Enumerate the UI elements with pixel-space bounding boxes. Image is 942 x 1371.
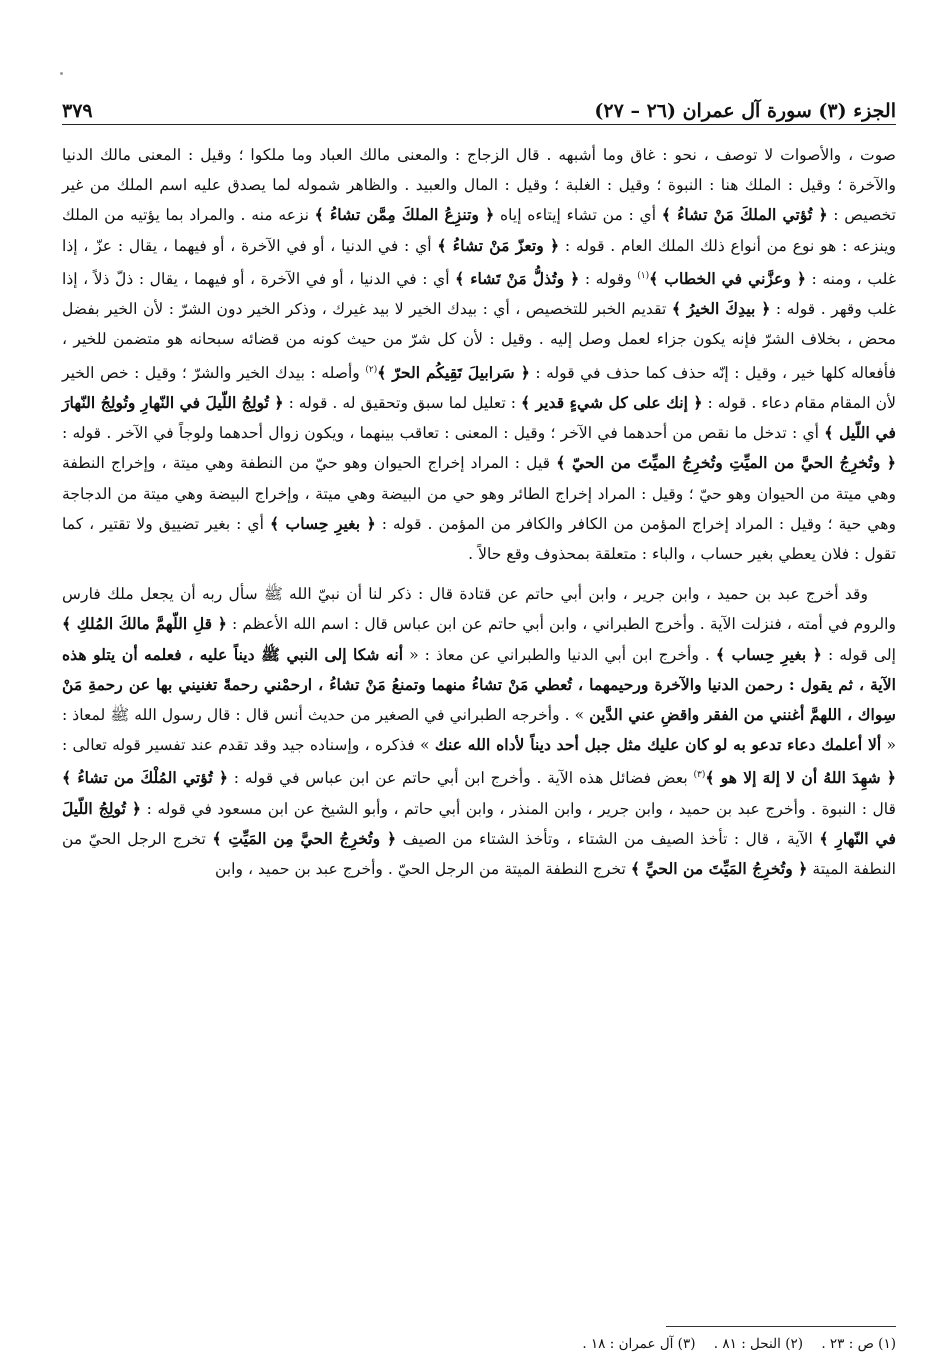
narrations-paragraph: [62, 579, 896, 884]
header-rule: [62, 124, 896, 125]
footnote-2: (٢) النحل : ٨١ .: [713, 1336, 804, 1352]
quranic-quote: ﴿ وتنزِعُ الملكَ مِمَّن تشاءُ ﴾: [314, 205, 495, 225]
text-run: قيل : المراد إخراج الحيوان وهو حيّ من النطفة وهي ميتة ، وإخراج النطفة وهي ميتة من الحيوان وهو حيّ ؛ وقيل : المراد إخراج الطائر وهو حي من البيضة وهي ميتة ، وإخراج البيضة وهي ميتة من الدجاجة وهي حية ؛ وقيل : المراد إخراج المؤمن من الكافر والكافر من المؤمن . قوله :: [62, 454, 896, 533]
text-run: » فذكره ، وإسناده جيد وقد تقدم عند تفسير قوله تعالى :: [62, 736, 435, 755]
quranic-quote: ﴿ تُولِجُ اللّيلَ في النّهارِ وتُولِجُ النّهارَ في اللّيل ﴾: [62, 393, 896, 443]
text-run: تخرج النطفة الميتة من الرجل الحيّ . وأخرج عبد بن حميد ، وابن: [214, 860, 631, 879]
page-body: [62, 140, 896, 894]
text-run: إلى قوله :: [821, 645, 897, 664]
quranic-quote: ﴿ تُؤتي الملكَ مَنْ تشاءُ ﴾: [661, 205, 828, 225]
text-run: أي : في الدنيا ، أو في الآخرة ، أو فيهما ، يقال : عزّ ، إذا غلب ، ومنه :: [62, 236, 896, 288]
quranic-quote: ﴿ وتُخرِجُ الحيَّ مِن المَيِّتِ ﴾: [212, 829, 397, 849]
page-number: ٣٧٩: [62, 100, 93, 122]
quranic-quote: ﴿ وتُذلُّ مَنْ تَشاء ﴾: [455, 269, 580, 288]
footnote-ref: (٢): [365, 364, 378, 375]
text-run: أي : بغير تضييق ولا تقتير ، كما تقول : فلان يعطي بغير حساب ، والباء : متعلقة بمحذوف وقع حالاً .: [62, 514, 896, 564]
text-run: تقديم الخبر للتخصيص ، أي : بيدك الخير لا بيد غيرك ، وذكر الخير دون الشرّ : لأن الخير بفضل محض ، بخلاف الشرّ فإنه يكون جزاء لعمل وصل إليه . وقيل : لأن كل شرّ من حيث كونه من قضائه سبحانه هو متضمن للخير ، فأفعاله كلها خير ، وقيل : إنّه حذف كما حذف في قوله :: [62, 300, 896, 382]
footnotes: [62, 1334, 896, 1354]
text-run: » . وأخرجه الطبراني في الصغير من حديث أنس قال : قال رسول الله ﷺ لمعاذ : «: [62, 706, 897, 755]
quranic-quote: ﴿ بيدِكَ الخيرُ ﴾: [671, 299, 771, 319]
text-run: وقد أخرج عبد بن حميد ، وابن جرير ، وابن أبي حاتم عن قتادة قال : ذكر لنا أن نبيّ الله ﷺ سأل ربه أن يجعل ملك فارس والروم في أمته ، فنزلت الآية . وأخرج الطبراني ، وابن أبي حاتم عن ابن عباس قال : اسم الله الأعظم :: [62, 585, 896, 634]
text-run: أي : من تشاء إيتاءه إياه: [494, 206, 662, 225]
quranic-quote: ﴿ شهِدَ اللهُ أن لا إلهَ إلا هو ﴾: [705, 768, 896, 788]
footnote-3: (٣) آل عمران : ١٨ .: [582, 1336, 696, 1352]
running-header: [62, 82, 896, 122]
text-run: . وأخرج ابن أبي الدنيا والطبراني عن معاذ : «: [403, 645, 716, 664]
quranic-quote: ﴿ تُؤتي المُلْكَ من تشاءُ ﴾: [62, 768, 229, 788]
quranic-quote: ﴿ بغيرِ حِساب ﴾: [715, 644, 822, 664]
quranic-quote: ﴿ وتُخرِجُ الحيَّ من الميِّتِ وتُخرِجُ الميِّتَ من الحيّ ﴾: [556, 453, 896, 473]
quranic-quote: ﴿ تُولِجُ اللّيلَ في النّهارِ ﴾: [62, 798, 896, 849]
text-run: قال : النبوة . وأخرج عبد بن حميد ، وابن جرير ، وابن المنذر ، وابن أبي حاتم ، وأبو الشيخ عن ابن مسعود في قوله :: [141, 799, 897, 818]
text-run: أي : في الدنيا ، أو في الآخرة ، أو فيهما ، يقال : ذلّ ذلاً ، إذا غلب وقهر . قوله :: [62, 270, 896, 319]
footnote-ref: (١): [637, 270, 650, 281]
header-title: الجزء (٣) سورة آل عمران (٢٦ – ٢٧): [594, 100, 896, 122]
quranic-quote: أنه شكا إلى النبي ﷺ ديناً عليه ، فعلمه أن يتلو هذه الآية ، ثم يقول : رحمن الدنيا والآخرة ورحيمهما ، تُعطي مَنْ تشاءُ منهما وتمنعُ مَنْ تشاءُ ، ارحمْني رحمةً تغنيني بها عن رحمةِ مَنْ سِواك ، اللهمَّ أغنني من الفقر واقضِ عني الدَّين: [62, 644, 896, 725]
footnote-rule: [666, 1326, 896, 1327]
text-run: صوت ، والأصوات لا توصف ، نحو : غاق وما أشبهه . قال الزجاج : والمعنى مالك العباد وما ملكوا ؛ وقيل : المعنى مالك الدنيا والآخرة ؛ وقيل : الملك هنا : النبوة ؛ وقيل : الغلبة ؛ وقيل : المال والعبيد . والظاهر شموله لما يصدق عليه اسم الملك من غير تخصيص :: [62, 146, 897, 225]
text-run: أي : تدخل ما نقص من أحدهما في الآخر ؛ وقيل : المعنى : تعاقب بينهما ، ويكون زوال أحدهما ولوجاً في الآخر . قوله :: [62, 424, 825, 443]
quranic-quote: ﴿ إنك على كل شيءٍ قدير ﴾: [521, 393, 703, 412]
footnote-1: (١) ص : ٢٣ .: [821, 1336, 896, 1352]
text-run: بعض فضائل هذه الآية . وأخرج ابن أبي حاتم عن ابن عباس في قوله :: [228, 769, 694, 788]
commentary-paragraph: [62, 140, 896, 569]
scan-speck: [60, 72, 63, 75]
quranic-quote: ﴿ وتُخرِجُ المَيِّتَ من الحيِّ ﴾: [630, 859, 808, 879]
text-run: وقوله :: [579, 270, 638, 288]
text-run: وأصله : بيدك الخير والشرّ ؛ وقيل : خص الخير لأن المقام مقام دعاء . قوله :: [62, 363, 897, 412]
quranic-quote: ألا أعلمك دعاء تدعو به لو كان عليك مثل جبل أحد ديناً لأداه الله عنك: [434, 735, 882, 755]
text-run: تخرج الرجل الحيّ من النطفة الميتة: [62, 830, 896, 879]
text-run: : تعليل لما سبق وتحقيق له . قوله :: [283, 394, 522, 412]
text-run: الآية ، قال : تأخذ الصيف من الشتاء ، وتأخذ الشتاء من الصيف: [396, 830, 820, 849]
text-run: نزعه منه . والمراد بما يؤتيه من الملك وينزعه : هو نوع من أنواع ذلك الملك العام . قوله :: [62, 206, 897, 255]
quranic-quote: ﴿ سَرابيلَ تَقِيكُم الحرّ ﴾: [377, 362, 530, 382]
quranic-quote: ﴿ قلِ اللّهمَّ مالكَ المُلكِ ﴾: [62, 614, 227, 634]
quranic-quote: ﴿ بغيرِ حِساب ﴾: [269, 513, 376, 533]
quranic-quote: ﴿ وتعزّ مَنْ تشاءُ ﴾: [437, 235, 560, 255]
footnote-ref: (٣): [693, 770, 706, 781]
quranic-quote: ﴿ وعزَّني في الخطاب ﴾: [649, 269, 807, 288]
